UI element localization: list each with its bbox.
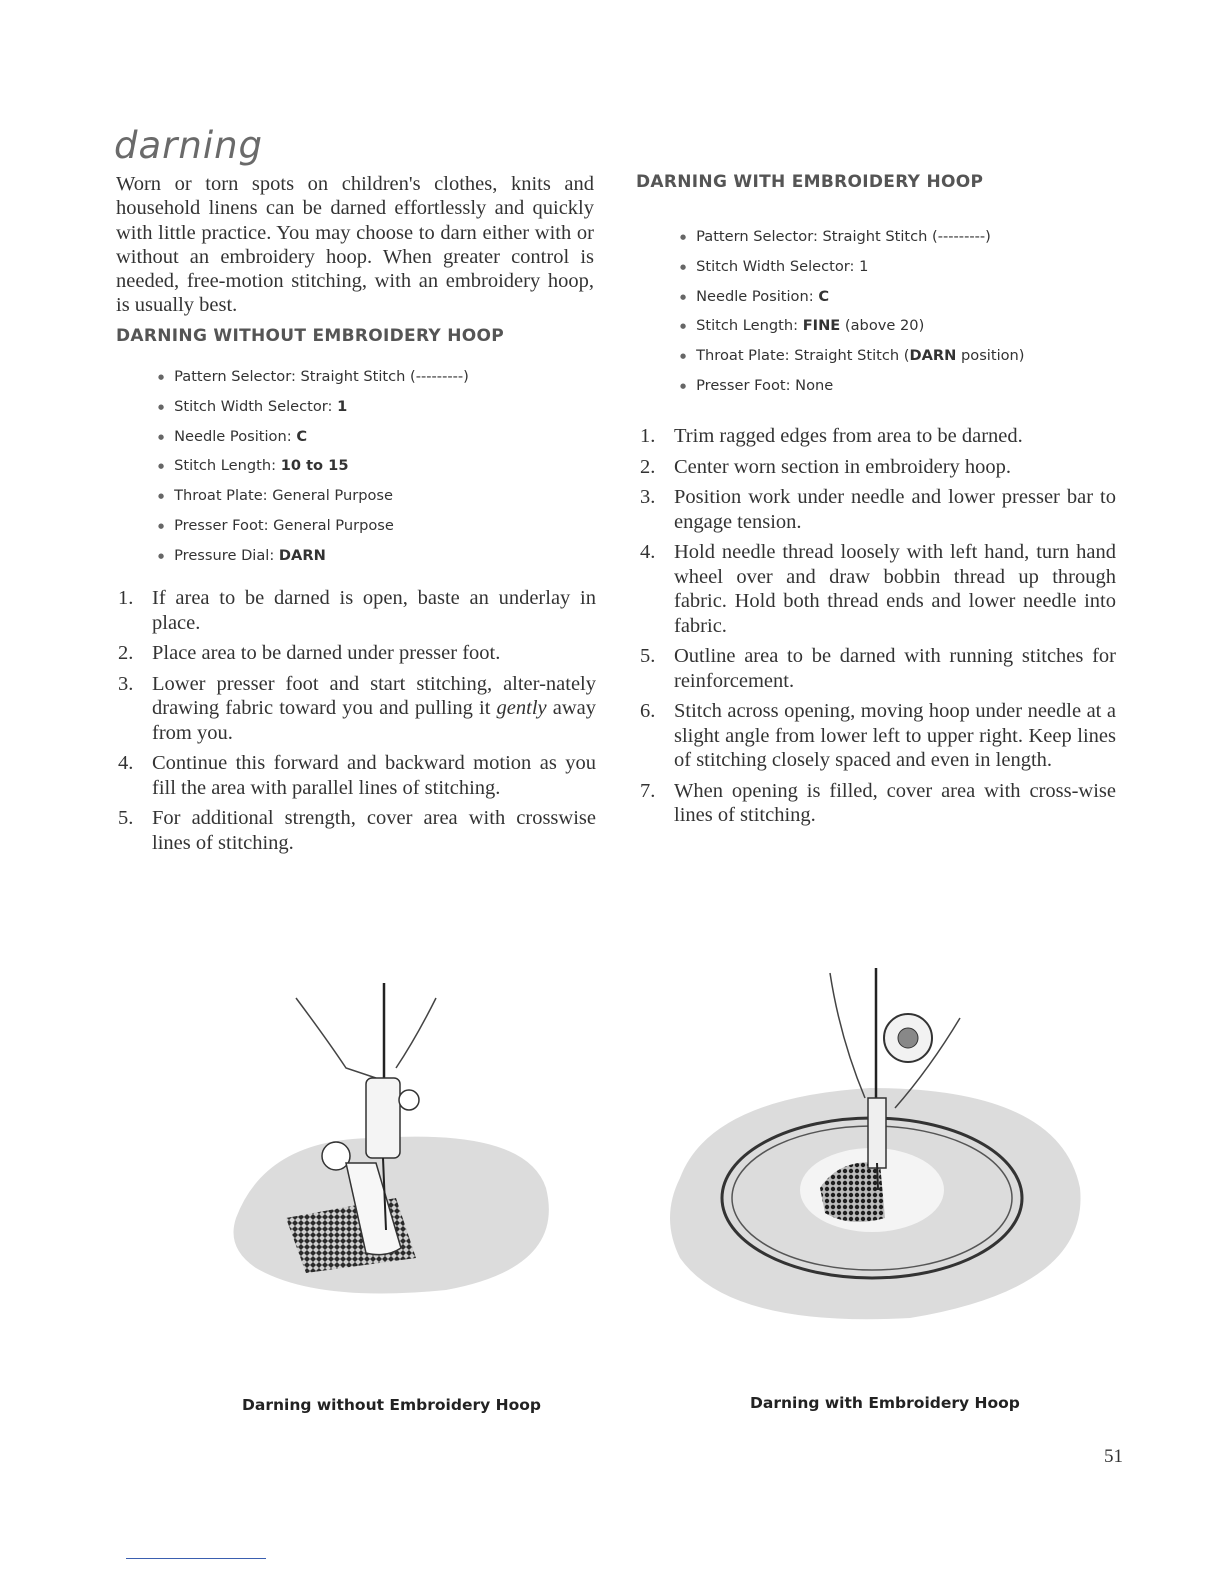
thumb-screw [399, 1090, 419, 1110]
step-item: 5. For additional strength, cover area with crosswise lines of stitching. [118, 807, 596, 854]
spec-stitch-length: ● Stitch Length: 10 to 15 [158, 457, 349, 475]
specs-with-hoop [680, 222, 1025, 401]
caption-without-hoop: Darning without Embroidery Hoop [242, 1396, 541, 1414]
thumb-screw [322, 1142, 350, 1170]
spec-stitch-width: ● Stitch Width Selector: 1 [158, 397, 348, 415]
step-item: 1. If area to be darned is open, baste an underlay in place. [118, 587, 596, 634]
thread-tension-dial-center [898, 1028, 918, 1048]
step-item: 2. Place area to be darned under presser foot. [118, 642, 501, 664]
spec-throat-plate: ● Throat Plate: General Purpose [158, 487, 393, 505]
spec-presser-foot: ● Presser Foot: None [680, 376, 834, 394]
spec-throat-plate: ● Throat Plate: Straight Stitch (DARN position) [680, 347, 1025, 365]
spec-needle-position: ● Needle Position: C [680, 287, 830, 305]
step-item: 6. Stitch across opening, moving hoop under needle at a slight angle from lower left to upper right. Keep lines of stitching closely spaced and even in length. [640, 700, 1116, 771]
intro-paragraph: Worn or torn spots on children's clothes, knits and household linens can be darned effortlessly and quickly with little practice. You may choose to darn either with or without an embroidery hoop. When greater control is needed, free-motion stitching, with an embroidery hoop, is usually best. [116, 173, 594, 317]
step-item: 4. Continue this forward and backward motion as you fill the area with parallel lines of stitching. [118, 752, 596, 799]
machine-arm-outline [396, 998, 436, 1068]
caption-with-hoop: Darning with Embroidery Hoop [750, 1394, 1020, 1412]
machine-arm-outline [296, 998, 376, 1078]
page-number: 51 [1104, 1446, 1123, 1467]
heading-with-hoop: DARNING WITH EMBROIDERY HOOP [636, 172, 984, 192]
specs-without-hoop [158, 362, 469, 571]
spec-pattern-selector: ● Pattern Selector: Straight Stitch (---------) [680, 228, 991, 245]
step-item: 3. Lower presser foot and start stitching, alter-nately drawing fabric toward you and pulling it gently away from you. [118, 672, 596, 744]
needle [877, 1163, 878, 1190]
presser-bar [868, 1098, 886, 1168]
step-item: 2. Center worn section in embroidery hoop. [640, 455, 1012, 478]
spec-pressure-dial: ● Pressure Dial: DARN [158, 546, 326, 564]
footer-rule [126, 1558, 266, 1559]
step-item: 5. Outline area to be darned with running stitches for reinforcement. [640, 645, 1116, 692]
machine-arm-outline [830, 973, 865, 1098]
heading-without-hoop: DARNING WITHOUT EMBROIDERY HOOP [116, 326, 505, 346]
spec-stitch-width: ● Stitch Width Selector: 1 [680, 257, 869, 275]
presser-bar [366, 1078, 400, 1158]
step-item: 4. Hold needle thread loosely with left hand, turn hand wheel over and draw bobbin thread up through fabric. Hold both thread ends and lower needle into fabric. [640, 541, 1116, 637]
spec-pattern-selector: ● Pattern Selector: Straight Stitch (---------) [158, 368, 469, 385]
illustration-darning-without-hoop [226, 968, 566, 1298]
spec-stitch-length: ● Stitch Length: FINE (above 20) [680, 317, 925, 335]
step-item: 1. Trim ragged edges from area to be darned. [640, 425, 1023, 447]
spec-needle-position: ● Needle Position: C [158, 427, 308, 445]
steps-without-hoop [118, 586, 596, 861]
illustration-darning-with-hoop [650, 958, 1090, 1328]
page-title: darning [114, 124, 264, 167]
steps-with-hoop [640, 424, 1116, 834]
spec-presser-foot: ● Presser Foot: General Purpose [158, 516, 394, 534]
step-item: 3. Position work under needle and lower presser bar to engage tension. [640, 486, 1116, 533]
step-item: 7. When opening is filled, cover area with cross-wise lines of stitching. [640, 779, 1116, 826]
